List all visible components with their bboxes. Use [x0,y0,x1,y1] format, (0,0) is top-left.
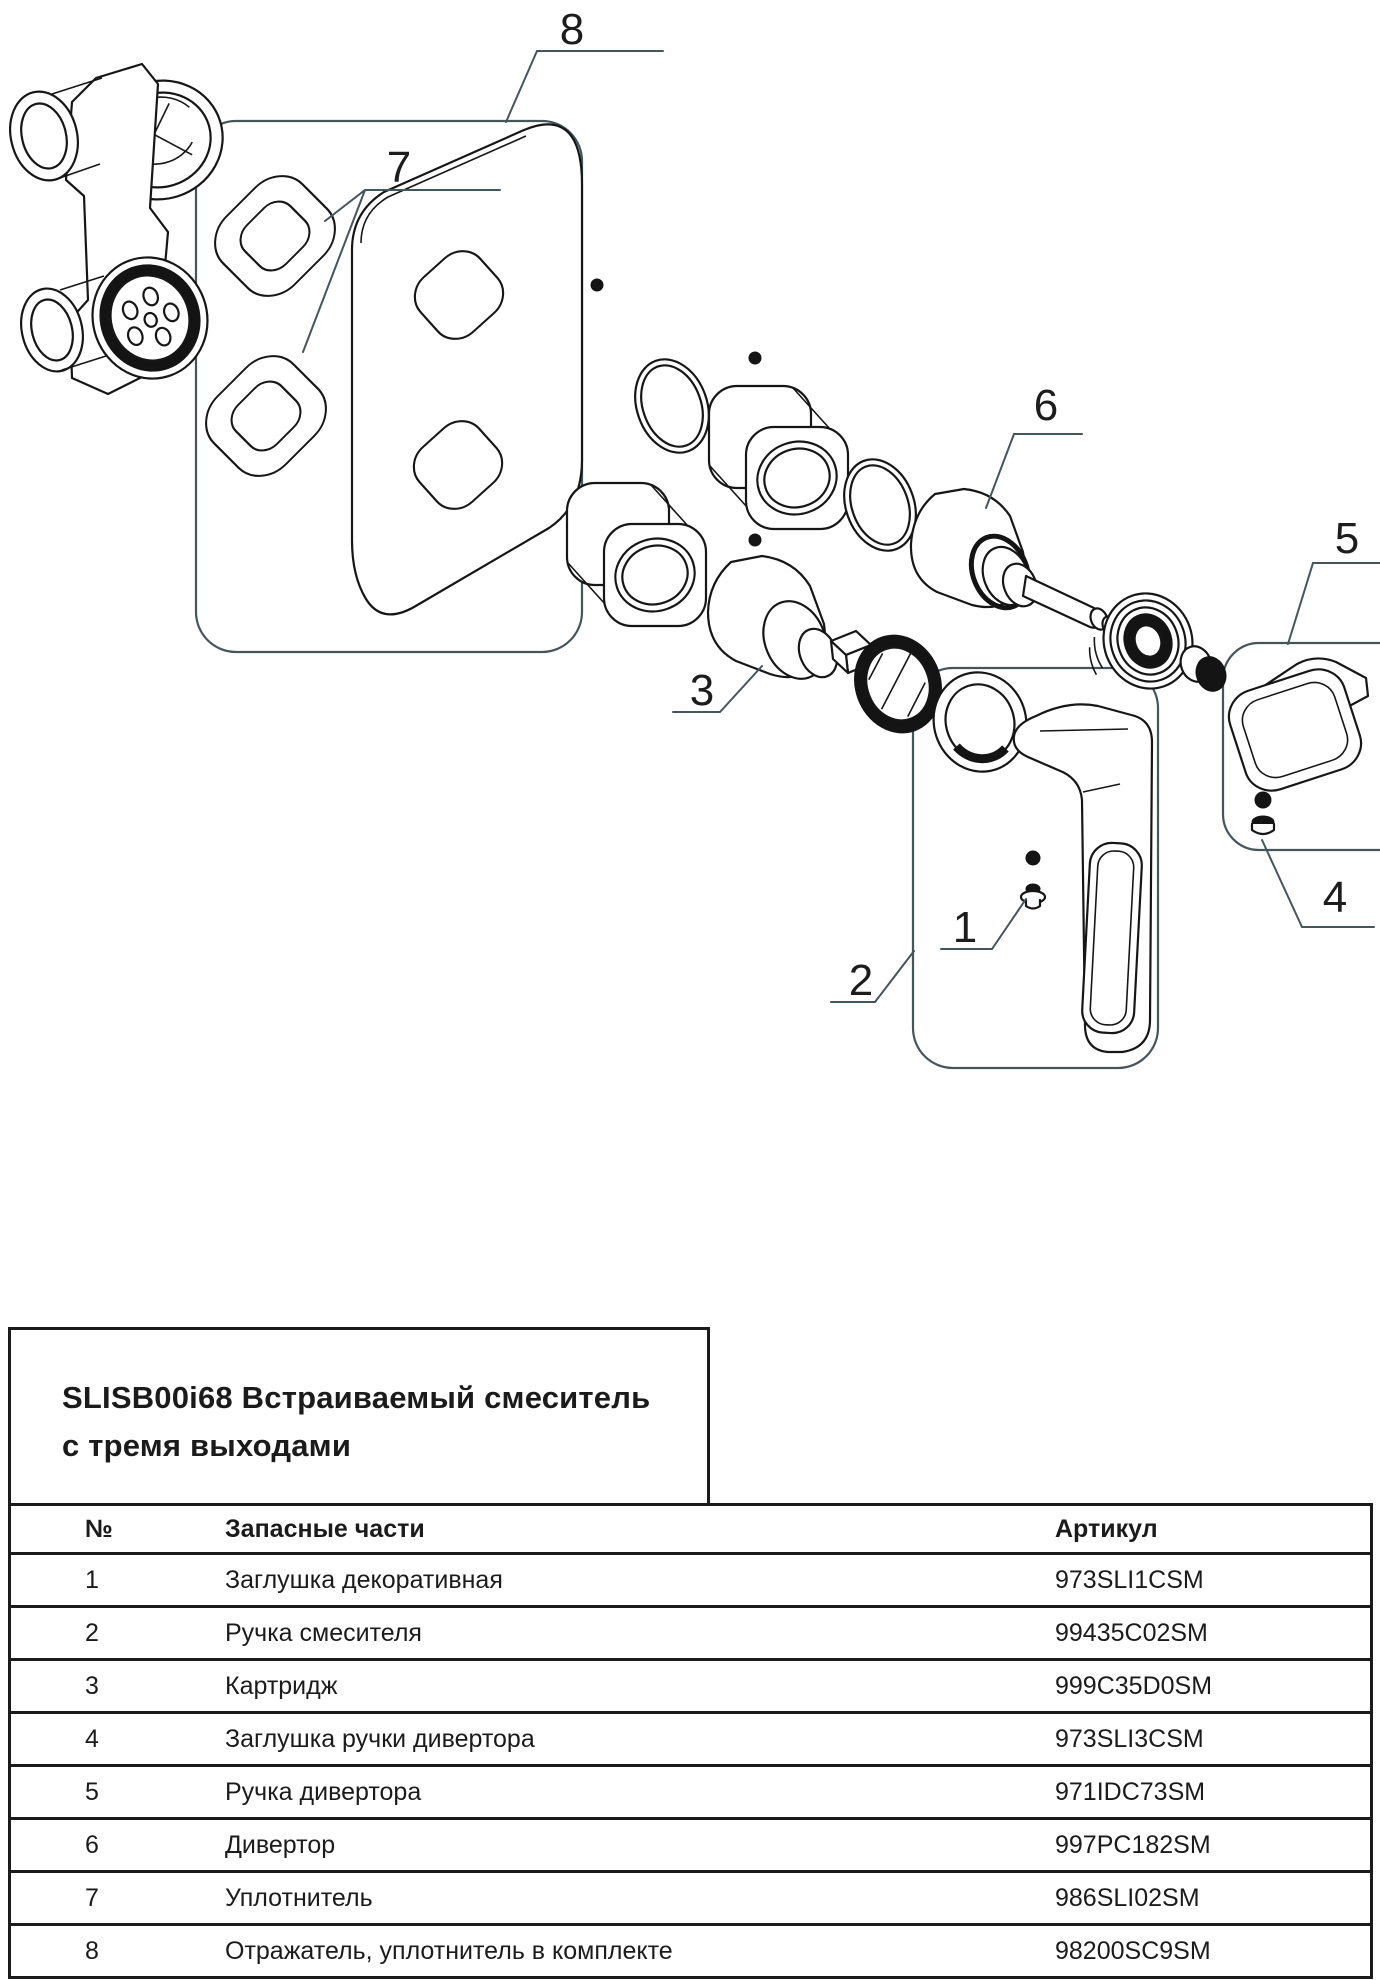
table-header-row [11,1506,1370,1552]
header-article: Артикул [1055,1514,1158,1543]
cell-name: Ручка дивертора [225,1777,422,1806]
callout-1: 1 [952,903,978,952]
cell-name: Ручка смесителя [225,1618,422,1647]
callout-2: 2 [848,956,874,1005]
table-row [11,1817,1370,1870]
callout-8: 8 [559,5,585,54]
table-row [11,1552,1370,1605]
screw-dot [591,279,603,291]
valve-body [1,64,238,395]
cell-art: 971IDC73SM [1055,1777,1206,1806]
cell-no: 5 [85,1777,99,1806]
product-title-box [8,1327,710,1503]
cell-art: 973SLI1CSM [1055,1565,1204,1594]
o-ring [623,349,722,463]
callout-5: 5 [1334,514,1360,563]
cell-name: Картридж [225,1671,338,1700]
cell-no: 6 [85,1830,99,1859]
callout-3: 3 [689,666,715,715]
cell-art: 98200SC9SM [1055,1936,1211,1965]
diverter-handle-knob [1222,658,1368,797]
cell-name: Заглушка ручки дивертора [225,1724,535,1753]
cell-name: Уплотнитель [225,1883,373,1912]
cell-art: 986SLI02SM [1055,1883,1200,1912]
callout-6: 6 [1033,381,1059,430]
cell-no: 8 [85,1936,99,1965]
table-row [11,1764,1370,1817]
mixer-handle-lever [1014,704,1152,1052]
table-body [11,1552,1370,1976]
parts-table [8,1503,1373,1979]
spacer-cylinder [1176,642,1230,695]
cell-name: Дивертор [225,1830,336,1859]
product-title-line2: с тремя выходами [62,1428,352,1463]
table-row [11,1658,1370,1711]
cell-art: 999C35D0SM [1055,1671,1213,1700]
gasket-seal-bottom [192,342,339,489]
diverter-plug [1252,816,1274,834]
header-name: Запасные части [225,1514,425,1543]
screw-dot [749,534,761,546]
bushing [1075,581,1206,707]
screw-dot [749,352,761,364]
table-row [11,1923,1370,1976]
cell-art: 99435C02SM [1055,1618,1208,1647]
cell-no: 3 [85,1671,99,1700]
table-row [11,1711,1370,1764]
cell-name: Заглушка декоративная [225,1565,503,1594]
callout-7: 7 [386,143,412,192]
sleeve-upper [709,386,848,529]
screw-dot [1255,792,1271,808]
diverter [911,489,1120,638]
cell-art: 973SLI3CSM [1055,1724,1204,1753]
table-row [11,1870,1370,1923]
product-title-line1: SLISB00i68 Встраиваемый смеситель [62,1380,651,1415]
cartridge [708,556,872,688]
cover-plate [352,124,582,614]
decor-plug [1021,884,1045,909]
cell-no: 4 [85,1724,99,1753]
gasket-seal-top [201,162,348,309]
cell-art: 997PC182SM [1055,1830,1211,1859]
table-row [11,1605,1370,1658]
cell-no: 2 [85,1618,99,1647]
header-no: № [85,1514,113,1543]
cell-no: 1 [85,1565,99,1594]
cell-name: Отражатель, уплотнитель в комплекте [225,1936,673,1965]
sleeve-lower [567,483,706,626]
callout-4: 4 [1322,873,1348,922]
screw-dot [1026,851,1040,865]
cell-no: 7 [85,1883,99,1912]
